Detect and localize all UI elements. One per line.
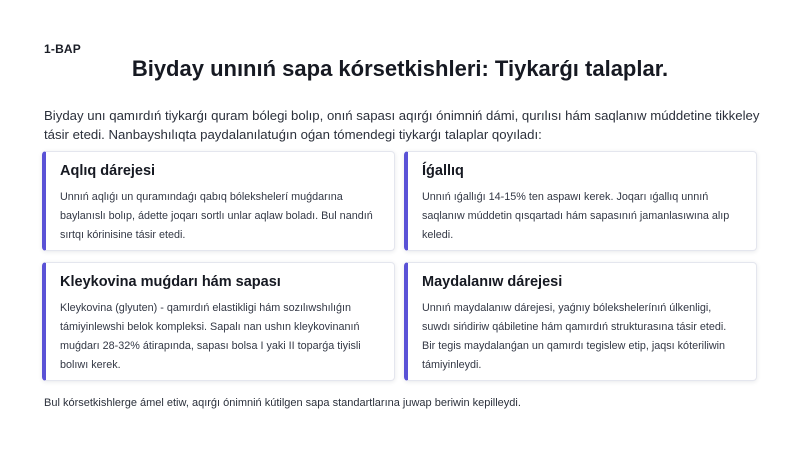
- card-text: Unnıń maydalanıw dárejesi, yaǵnıy bólekshelerínıń úlkenligi, suwdı sińdiriw qábiletine hám qamırdıń strukturasına tásir etedi. Bir tegis maydalanǵan un qamırdı tegislew etip, jaqsı kóteriliwin támiyinleydi.: [422, 302, 727, 371]
- card-heading: Kleykovina muǵdarı hám sapası: [60, 274, 281, 290]
- footer-note: Bul kórsetkishlerge ámel etiw, aqırǵı ónimniń kútilgen sapa standartlarına juwap beriwin kepilleydi.: [44, 397, 521, 409]
- requirement-card-grinding: [404, 262, 757, 381]
- card-heading: Maydalanıw dárejesi: [422, 274, 563, 290]
- chapter-label: 1-BAP: [44, 42, 82, 56]
- card-text: Kleykovina (glyuten) - qamırdıń elastikligi hám sozılıwshılıǵın támiyinlewshi belok kompleksi. Sapalı nan ushın kleykovinanıń muǵdarı 28-32% átirapında, sapası bolsa I yaki II toparǵa tiyisli bolıwı kerek.: [60, 302, 361, 371]
- requirement-card-moisture: [404, 151, 757, 251]
- card-text: Unnıń ıǵallıǵı 14-15% ten aspawı kerek. Joqarı ıǵallıq unnıń saqlanıw múddetin qısqartadı hám sapasınıń jamanlasıwına alıp keledi.: [422, 191, 730, 241]
- card-heading: Aqlıq dárejesi: [60, 163, 156, 179]
- intro-paragraph: Biyday unı qamırdıń tiykarǵı quram bólegi bolıp, onıń sapası aqırǵı ónimniń dámi, qurılısı hám saqlanıw múddetine tikkeley tásir etedi. Nanbayshılıqta paydalanılatuǵın oǵan tómendegi tiykarǵı talaplar qoyıladı:: [44, 108, 760, 142]
- card-text: Unnıń aqlıǵı un quramındaǵı qabıq bólekshelerí muǵdarına baylanıslı bolıp, ádette joqarı sortlı unlar aqlaw boladı. Bul nandıń sırtqı kórinisine tásir etedi.: [60, 191, 373, 241]
- requirement-card-whiteness: [42, 151, 395, 251]
- page-title: Biyday unınıń sapa kórsetkishleri: Tiykarǵı talaplar.: [131, 56, 669, 81]
- card-heading: Íǵallıq: [422, 163, 464, 179]
- requirement-card-gluten: [42, 262, 395, 381]
